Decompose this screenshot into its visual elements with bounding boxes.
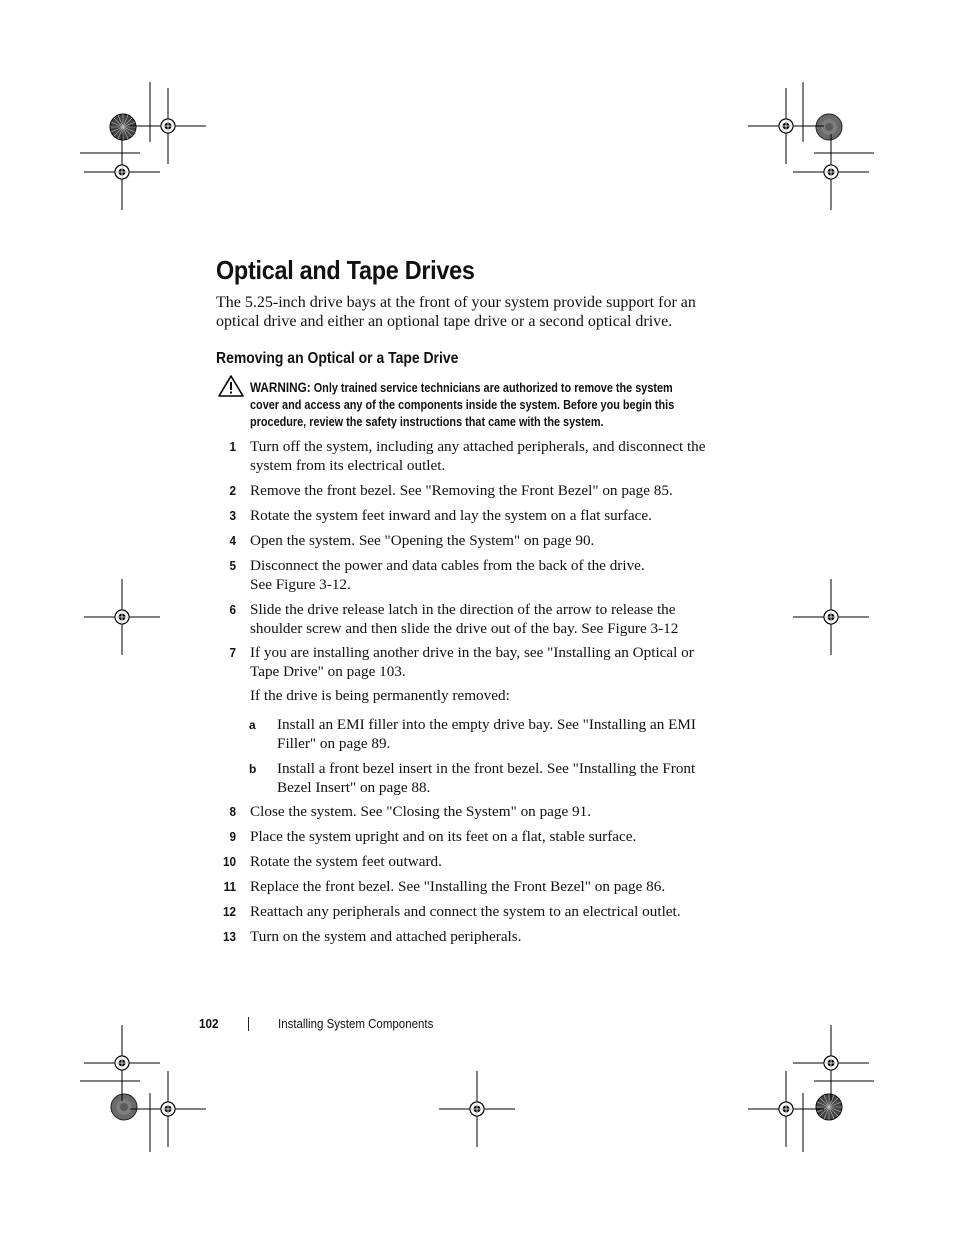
step-number: 8 xyxy=(229,804,236,819)
step-number: 9 xyxy=(229,829,236,844)
intro-paragraph: The 5.25-inch drive bays at the front of your system provide support for an optical drive and either an optional tape drive or a second optical drive. xyxy=(216,294,696,330)
warning-label: WARNING: xyxy=(250,380,311,395)
step-number: 6 xyxy=(229,602,236,617)
warning-body: Only trained service technicians are authorized to remove the system cover and access any of the components inside the system. Before you begin this procedure, review the safety instructions that came with the system. xyxy=(250,381,675,429)
step-text: If you are installing another drive in the bay, see "Installing an Optical or Tape Drive" on page 103. xyxy=(250,644,694,680)
step-number: 1 xyxy=(229,439,236,454)
substep-letter: a xyxy=(249,718,256,732)
step-text: Close the system. See "Closing the System" on page 91. xyxy=(250,803,592,820)
step-number: 4 xyxy=(229,533,236,548)
removed-intro: If the drive is being permanently removed: xyxy=(250,687,510,704)
substep-text: Install a front bezel insert in the front bezel. See "Installing the Front Bezel Insert" on page 88. xyxy=(277,760,696,796)
step-text: Slide the drive release latch in the direction of the arrow to release the shoulder screw and then slide the drive out of the bay. See Figure 3-12 xyxy=(250,601,679,637)
warning-triangle-icon xyxy=(218,375,244,397)
step-text: Place the system upright and on its feet on a flat, stable surface. xyxy=(250,828,637,845)
step-number: 5 xyxy=(229,558,236,573)
step-text: Remove the front bezel. See "Removing the Front Bezel" on page 85. xyxy=(250,482,673,499)
footer-page-number: 102 xyxy=(199,1016,219,1031)
section-subheading: Removing an Optical or a Tape Drive xyxy=(216,350,459,367)
step-text: Rotate the system feet outward. xyxy=(250,853,442,870)
substep-letter: b xyxy=(249,762,257,776)
step-number: 3 xyxy=(229,508,236,523)
step-text: Reattach any peripherals and connect the system to an electrical outlet. xyxy=(250,903,681,920)
step-text: Rotate the system feet inward and lay the system on a flat surface. xyxy=(250,507,652,524)
substep-text: Install an EMI filler into the empty drive bay. See "Installing an EMI Filler" on page 89. xyxy=(277,716,696,752)
warning-notice xyxy=(250,379,702,431)
step-text: Turn on the system and attached peripherals. xyxy=(250,928,522,945)
step-number: 11 xyxy=(223,879,236,894)
footer-divider xyxy=(248,1017,249,1031)
page-title: Optical and Tape Drives xyxy=(216,255,475,285)
step-text: Open the system. See "Opening the System" on page 90. xyxy=(250,532,595,549)
step-text: Disconnect the power and data cables from the back of the drive. See Figure 3-12. xyxy=(250,557,645,593)
step-text: Turn off the system, including any attached peripherals, and disconnect the system from its electrical outlet. xyxy=(250,438,706,474)
step-number: 10 xyxy=(222,854,236,869)
step-number: 2 xyxy=(229,483,236,498)
step-number: 12 xyxy=(222,904,236,919)
footer-section-label: Installing System Components xyxy=(278,1017,434,1031)
step-text: Replace the front bezel. See "Installing the Front Bezel" on page 86. xyxy=(250,878,666,895)
step-number: 13 xyxy=(222,929,236,944)
step-number: 7 xyxy=(229,645,236,660)
